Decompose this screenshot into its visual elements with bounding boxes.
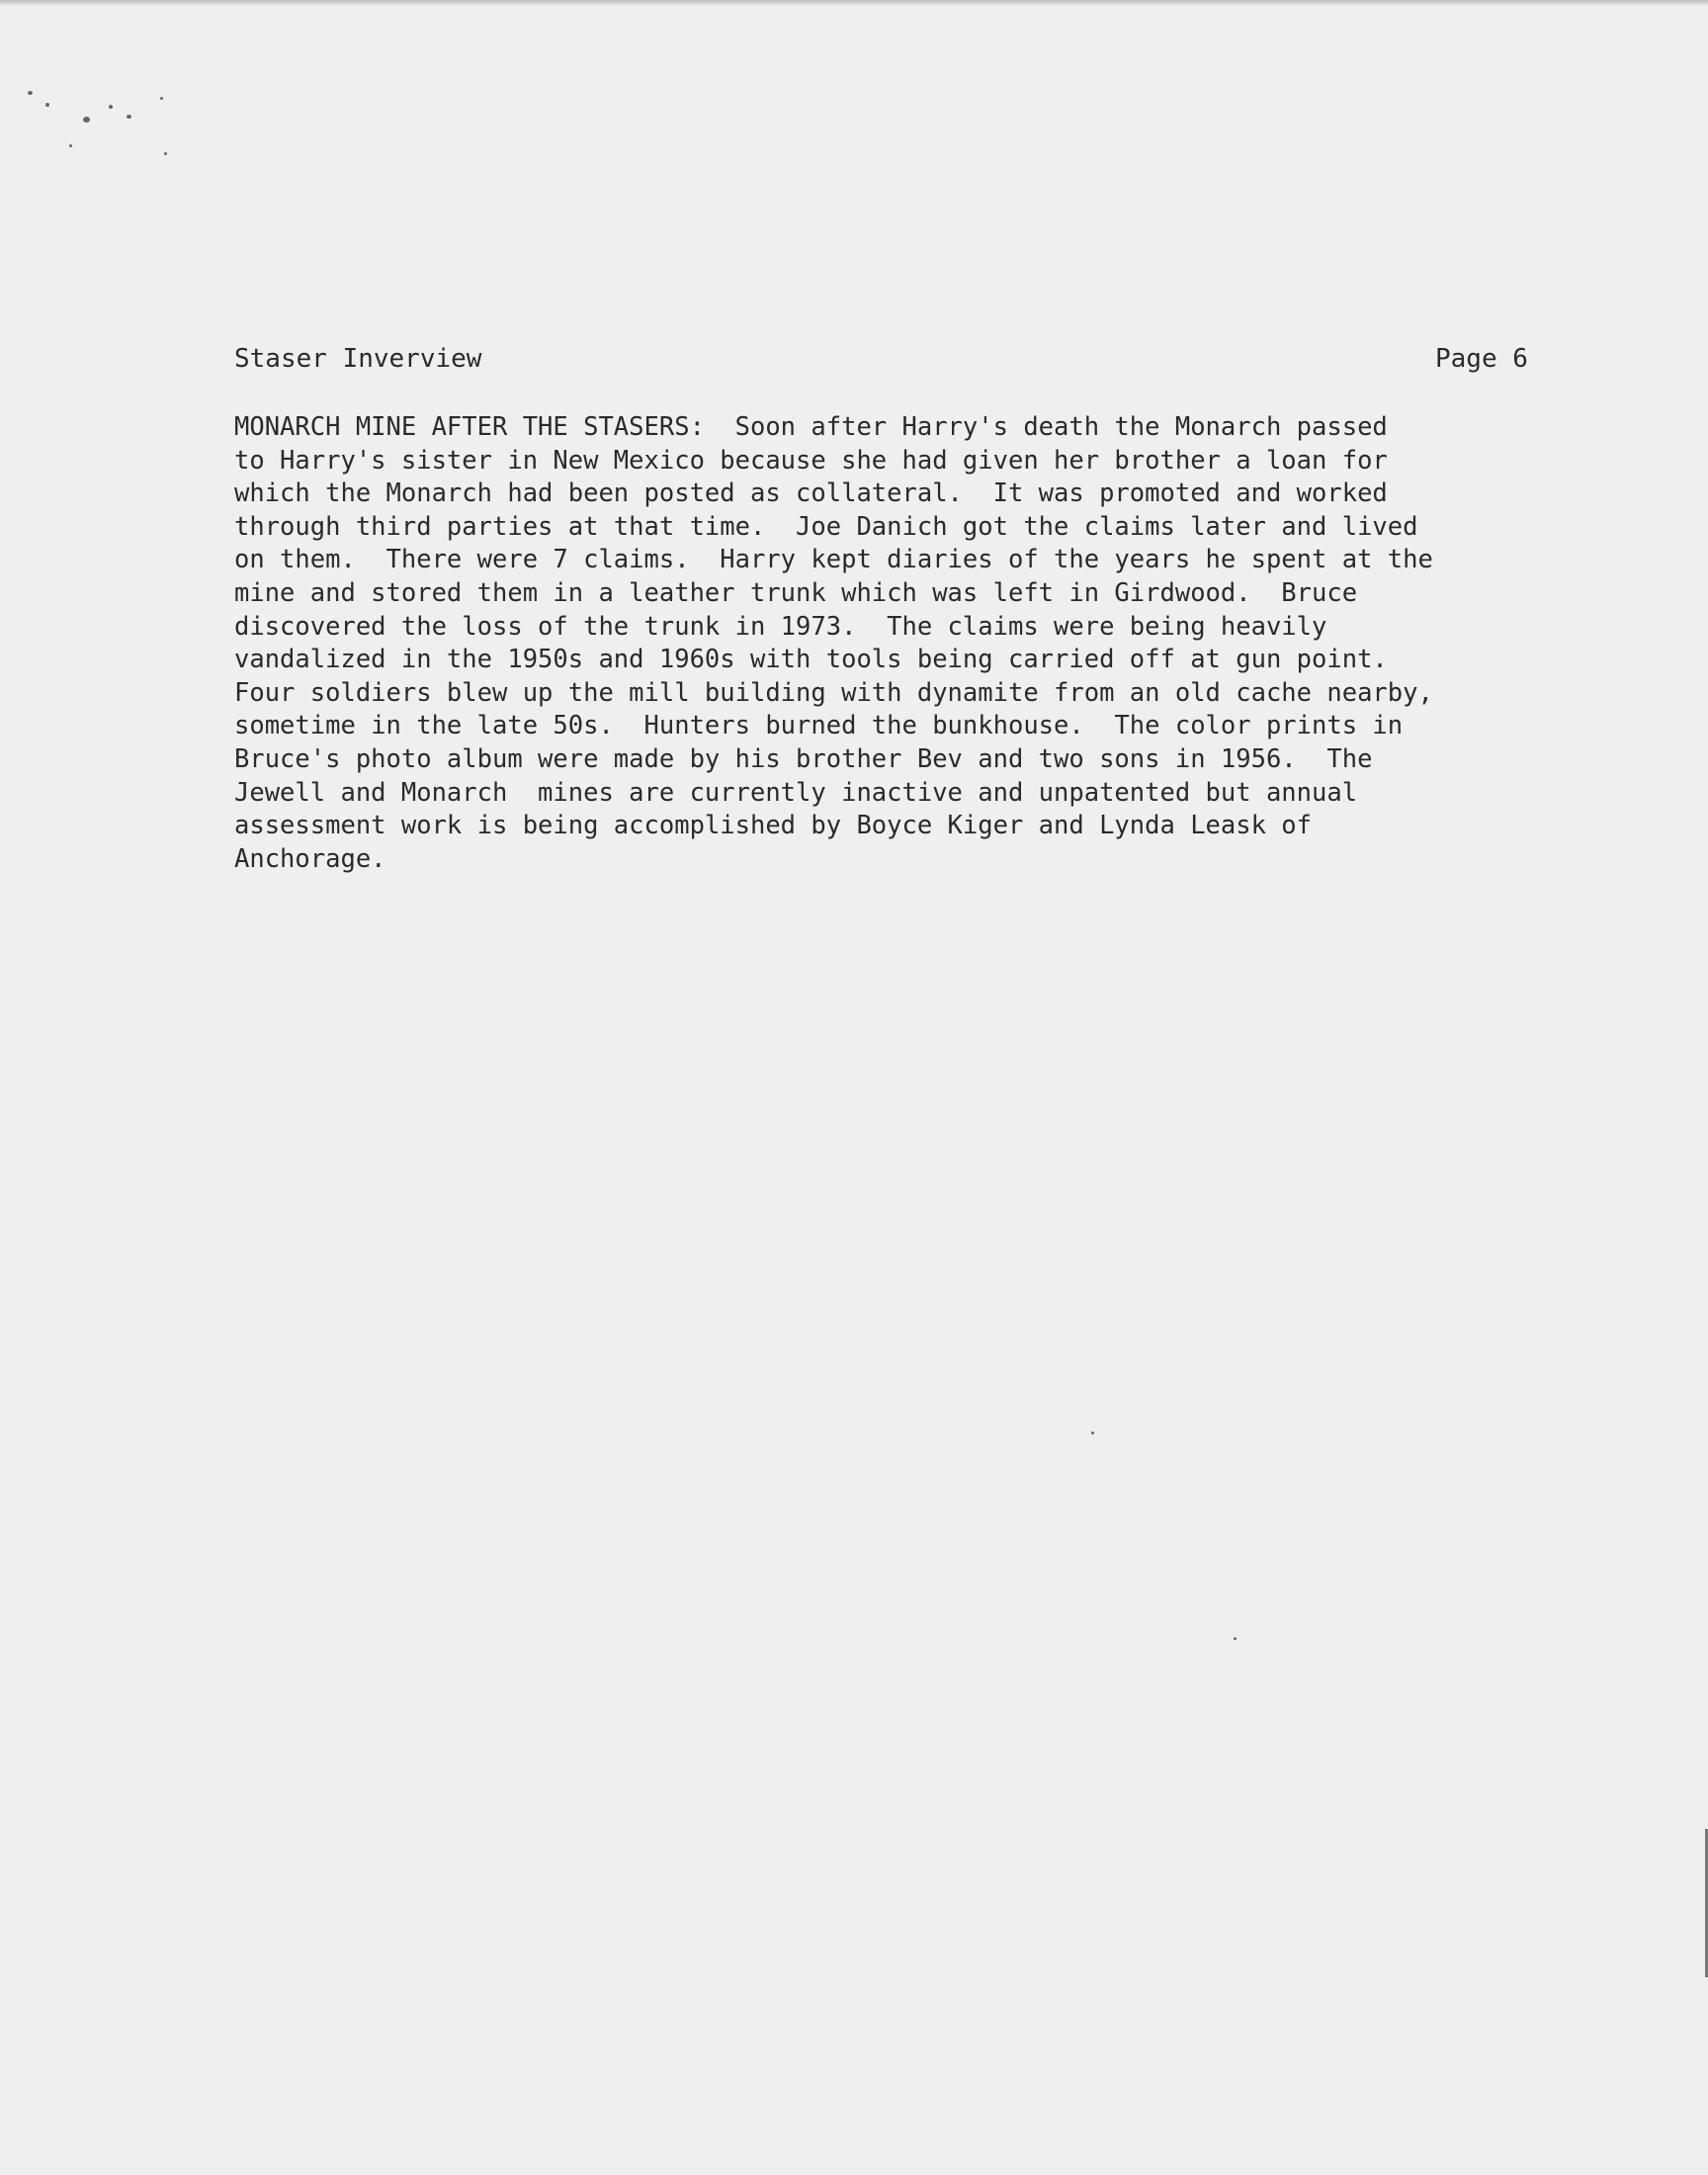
- scan-speck: [109, 105, 113, 109]
- body-line: assessment work is being accomplished by Boyce Kiger and Lynda Leask of: [234, 811, 1313, 841]
- body-line: on them. There were 7 claims. Harry kept diaries of the years he spent at the: [234, 545, 1433, 575]
- body-line: MONARCH MINE AFTER THE STASERS: Soon after Harry's death the Monarch passed: [234, 412, 1388, 442]
- scan-speck: [127, 115, 131, 119]
- scan-speck: [1234, 1637, 1237, 1640]
- scan-speck: [160, 97, 163, 100]
- body-line: vandalized in the 1950s and 1960s with tools being carried off at gun point.: [234, 645, 1388, 675]
- body-line: discovered the loss of the trunk in 1973. The claims were being heavily: [234, 611, 1327, 642]
- body-line: Four soldiers blew up the mill building with dynamite from an old cache nearby,: [234, 677, 1433, 708]
- body-line: sometime in the late 50s. Hunters burned the bunkhouse. The color prints in: [234, 711, 1404, 741]
- body-paragraph: [234, 411, 1539, 876]
- scan-speck: [83, 117, 90, 123]
- scan-speck: [28, 91, 33, 95]
- body-line: which the Monarch had been posted as collateral. It was promoted and worked: [234, 478, 1388, 509]
- body-line: through third parties at that time. Joe Danich got the claims later and lived: [234, 511, 1418, 542]
- scan-speck: [164, 152, 167, 155]
- page-number: Page 6: [1435, 344, 1528, 374]
- scan-top-edge: [0, 0, 1708, 6]
- body-line: Bruce's photo album were made by his brother Bev and two sons in 1956. The: [234, 743, 1373, 774]
- body-line: Jewell and Monarch mines are currently inactive and unpatented but annual: [234, 777, 1358, 808]
- body-line: mine and stored them in a leather trunk which was left in Girdwood. Bruce: [234, 577, 1358, 608]
- body-line: Anchorage.: [234, 843, 386, 874]
- body-line: to Harry's sister in New Mexico because she had given her brother a loan for: [234, 445, 1388, 476]
- document-title: Staser Inverview: [234, 344, 482, 374]
- scan-speck: [1091, 1432, 1094, 1435]
- scan-speck: [69, 144, 72, 147]
- scan-speck: [45, 103, 49, 107]
